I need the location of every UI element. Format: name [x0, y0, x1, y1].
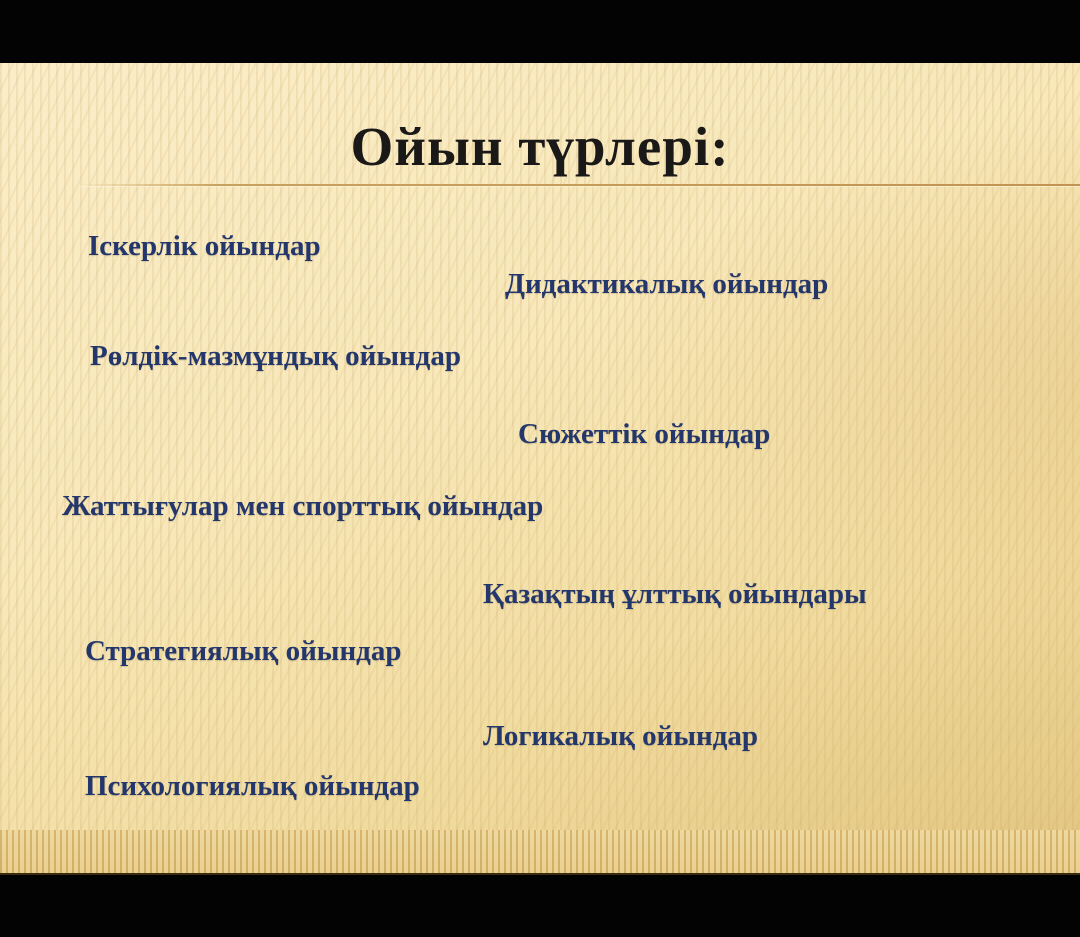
game-type-item-psikhologiyalyk: Психологиялық ойындар: [85, 770, 420, 802]
letterbox-bottom: [0, 873, 1080, 937]
game-type-item-roldik-mazmundyk: Рөлдік-мазмұндық ойындар: [90, 340, 461, 372]
presentation-slide: [0, 63, 1080, 873]
game-type-item-logikalyk: Логикалық ойындар: [483, 720, 759, 752]
title-divider-line: [78, 184, 1080, 186]
game-type-item-strategiyalyk: Стратегиялық ойындар: [85, 635, 402, 667]
game-type-item-didaktikalyk: Дидактикалық ойындар: [505, 268, 829, 300]
slide-title: Ойын түрлері:: [350, 116, 730, 177]
game-type-item-iskerlik: Іскерлік ойындар: [88, 230, 321, 262]
game-type-item-zhattygular-sporttyk: Жаттығулар мен спорттық ойындар: [62, 490, 544, 522]
bottom-texture-band: [0, 830, 1080, 873]
game-type-item-kazaktyn-ulttyk: Қазақтың ұлттық ойындары: [483, 578, 867, 610]
game-type-item-syuzhettik: Сюжеттік ойындар: [518, 418, 771, 450]
letterbox-top: [0, 0, 1080, 65]
